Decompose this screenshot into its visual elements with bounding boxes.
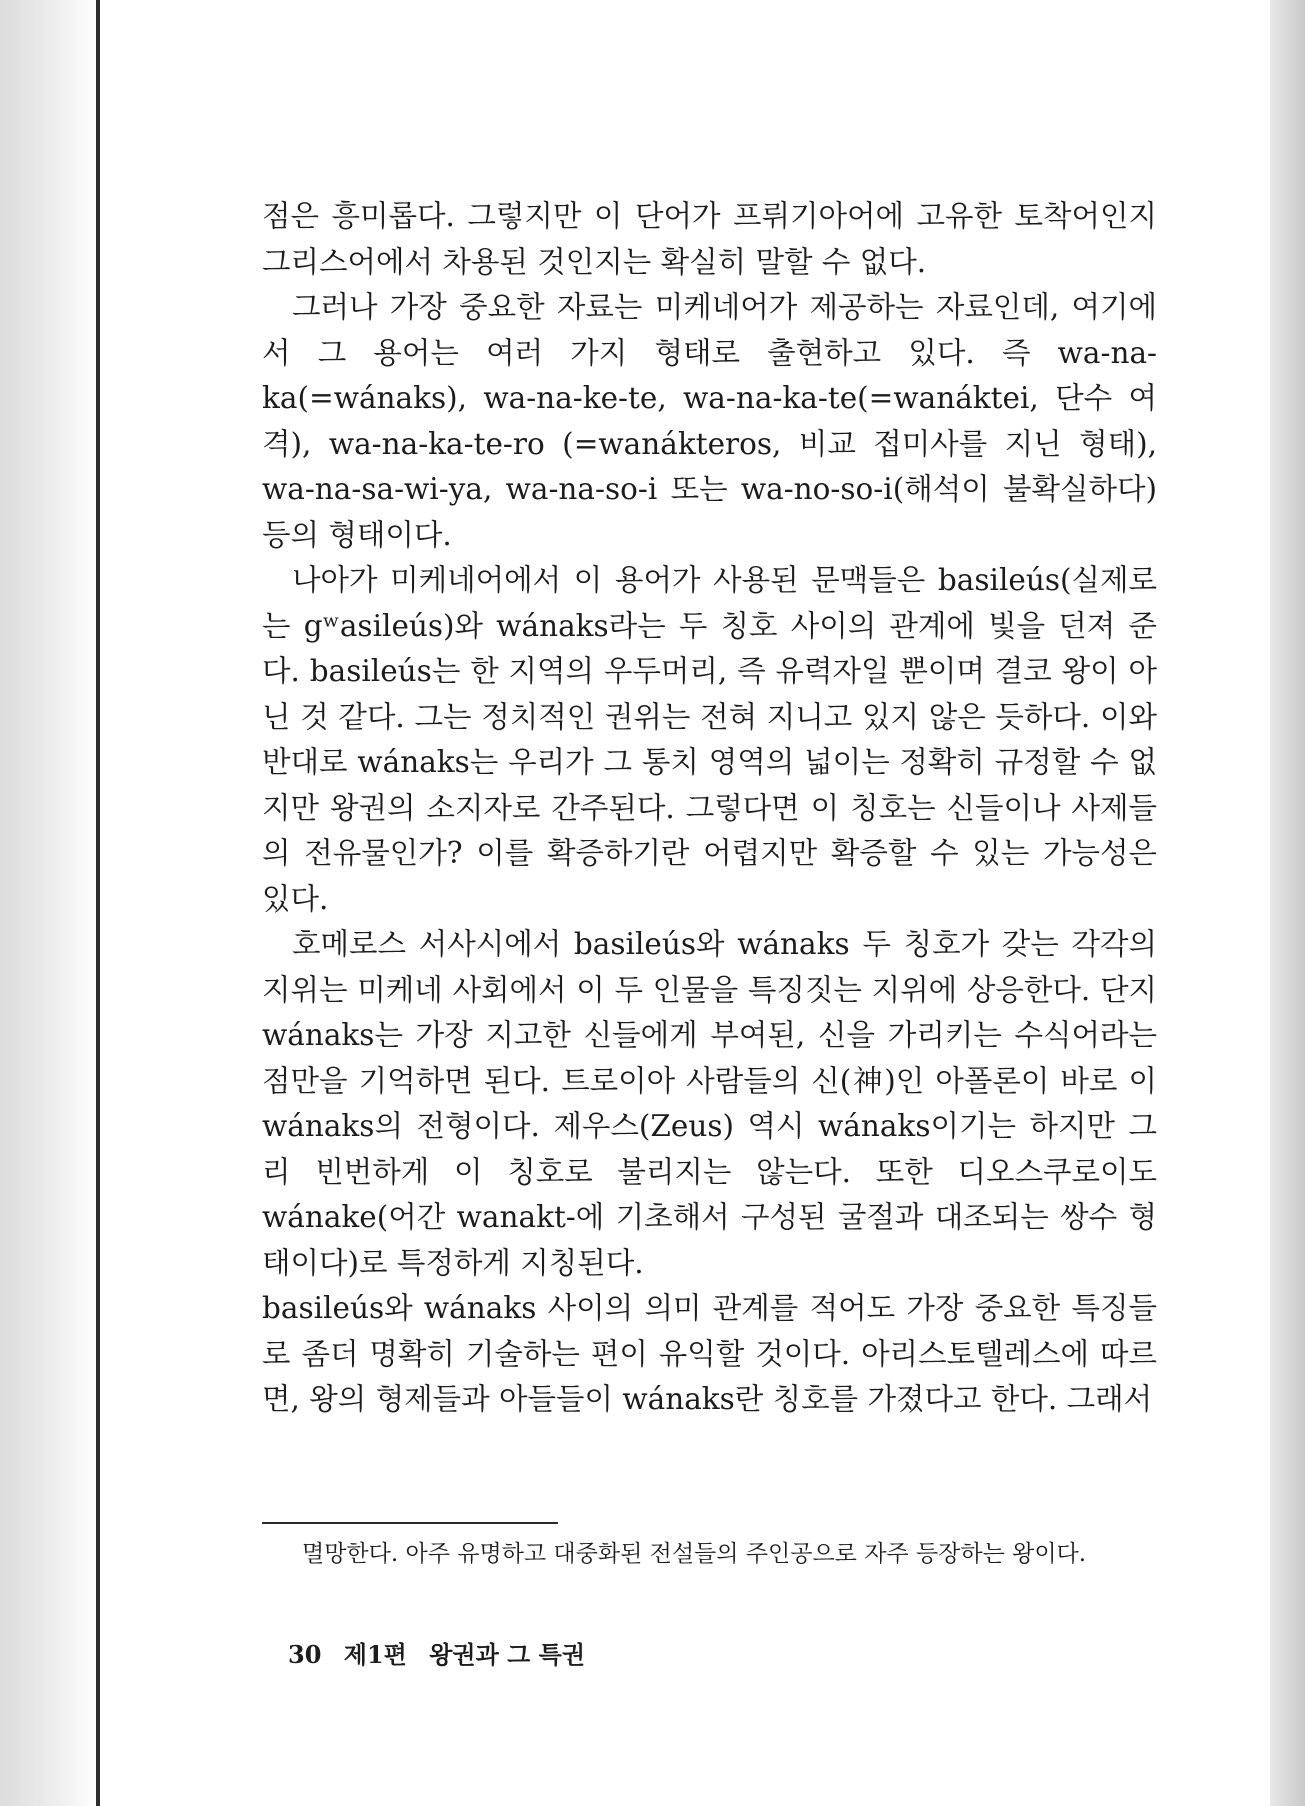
page-left-margin: [0, 0, 96, 1806]
footnote: 멸망한다. 아주 유명하고 대중화된 전설들의 주인공으로 자주 등장하는 왕이다.: [302, 1541, 1087, 1567]
chapter-title: 왕권과 그 특권: [429, 1640, 586, 1669]
running-footer: [288, 1638, 599, 1672]
body-text: [262, 194, 1157, 1423]
footnote-rule: [262, 1522, 558, 1524]
paragraph-2: 그러나 가장 중요한 자료는 미케네어가 제공하는 자료인데, 여기에서 그 용어는 여러 가지 형태로 출현하고 있다. 즉 wa-na-ka(=wánaks), wa-na-ke-te, wa-na-ka-te(=wanáktei, 단수 여격), wa-na-ka-te-ro (=wanákteros, 비교 접미사를 지닌 형태), wa-na-sa-wi-ya, wa-na-so-i 또는 wa-no-so-i(해석이 불확실하다) 등의 형태이다.: [262, 290, 1157, 552]
paragraph-5: basileús와 wánaks 사이의 의미 관계를 적어도 가장 중요한 특징들로 좀더 명확히 기술하는 편이 유익할 것이다. 아리스토텔레스에 따르면, 왕의 형제들과 아들들이 wánaks란 칭호를 가졌다고 한다. 그래서: [262, 1291, 1157, 1416]
page-right-edge: [1270, 0, 1305, 1806]
page-number: 30: [288, 1640, 322, 1669]
paragraph-1: 점은 흥미롭다. 그렇지만 이 단어가 프뤼기아어에 고유한 토착어인지 그리스어에서 차용된 것인지는 확실히 말할 수 없다.: [262, 199, 1157, 279]
page-left-border: [96, 0, 100, 1806]
part-label: 제1편: [343, 1640, 407, 1669]
paragraph-4: 호메로스 서사시에서 basileús와 wánaks 두 칭호가 갖는 각각의 지위는 미케네 사회에서 이 두 인물을 특징짓는 지위에 상응한다. 단지 wánaks는 가장 지고한 신들에게 부여된, 신을 가리키는 수식어라는 점만을 기억하면 된다. 트로이아 사람들의 신(神)인 아폴론이 바로 이 wánaks의 전형이다. 제우스(Zeus) 역시 wánaks이기는 하지만 그리 빈번하게 이 칭호로 불리지는 않는다. 또한 디오스쿠로이도 wánake(어간 wanakt-에 기초해서 구성된 굴절과 대조되는 쌍수 형태이다)로 특정하게 지칭된다.: [262, 927, 1157, 1280]
paragraph-3: 나아가 미케네어에서 이 용어가 사용된 문맥들은 basileús(실제로는 gʷasileús)와 wánaks라는 두 칭호 사이의 관계에 빛을 던져 준다. basileús는 한 지역의 우두머리, 즉 유력자일 뿐이며 결코 왕이 아닌 것 같다. 그는 정치적인 권위는 전혀 지니고 있지 않은 듯하다. 이와 반대로 wánaks는 우리가 그 통치 영역의 넓이는 정확히 규정할 수 없지만 왕권의 소지자로 간주된다. 그렇다면 이 칭호는 신들이나 사제들의 전유물인가? 이를 확증하기란 어렵지만 확증할 수 있는 가능성은 있다.: [262, 563, 1157, 916]
